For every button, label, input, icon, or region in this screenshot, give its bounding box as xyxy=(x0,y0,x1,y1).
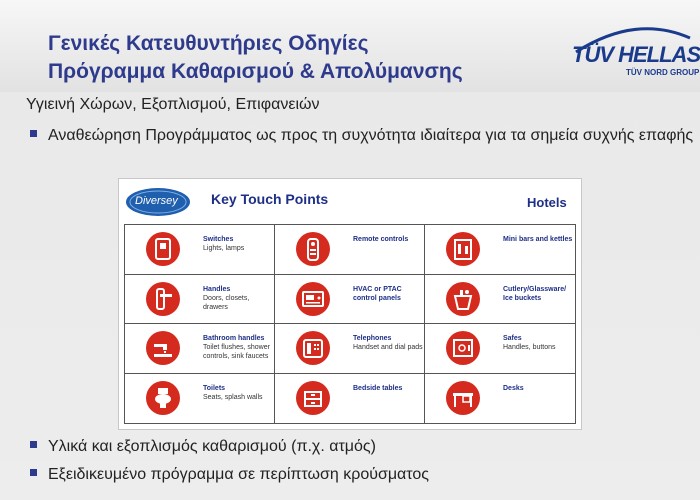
touch-point-name: Desks xyxy=(503,384,524,392)
bullet-square-icon xyxy=(30,469,37,476)
touch-point-name: Switches xyxy=(203,236,234,243)
touch-point-name: HVAC or PTAC control panels xyxy=(353,285,402,302)
subheading: Υγιεινή Χώρων, Εξοπλισμού, Επιφανειών xyxy=(26,96,320,113)
touch-point-name: Handles xyxy=(203,285,231,293)
bullet-text: Εξειδικευμένο πρόγραμμα σε περίπτωση κρούσματος xyxy=(48,466,430,483)
touch-point-name: Safes xyxy=(503,335,522,342)
touch-point-cell xyxy=(425,225,575,275)
ice-bucket-icon xyxy=(445,281,481,317)
touch-point-cell xyxy=(125,374,275,424)
logo-name: TÜV HELLAS xyxy=(572,42,700,67)
touch-point-name: Remote controls xyxy=(353,236,409,243)
logo-subtitle: TÜV NORD GROUP xyxy=(626,68,700,77)
touch-point-desc: Seats, splash walls xyxy=(203,393,263,401)
diversey-logo xyxy=(125,187,191,217)
touch-point-cell xyxy=(275,374,425,424)
touch-point-cell xyxy=(275,225,425,275)
desk-icon xyxy=(445,380,481,416)
title-line-2: Πρόγραμμα Καθαρισμού & Απολύμανσης xyxy=(48,60,463,83)
bedside-table-icon xyxy=(295,380,331,416)
touch-point-cell xyxy=(125,275,275,325)
touch-point-desc: Handles, buttons xyxy=(503,344,556,351)
telephone-icon xyxy=(295,330,331,366)
tuv-hellas-logo xyxy=(566,18,700,88)
touch-point-name: Bathroom handles xyxy=(203,335,265,342)
touch-point-cell xyxy=(125,324,275,374)
faucet-icon xyxy=(145,330,181,366)
touch-point-desc: Lights, lamps xyxy=(203,245,245,252)
minibar-icon xyxy=(445,231,481,267)
touch-point-desc: Doors, closets, drawers xyxy=(203,294,250,311)
remote-control-icon xyxy=(295,231,331,267)
touch-point-name: Bedside tables xyxy=(353,384,403,392)
safe-icon xyxy=(445,330,481,366)
touch-point-cell xyxy=(275,275,425,325)
toilet-icon xyxy=(145,380,181,416)
touch-point-cell xyxy=(425,324,575,374)
hvac-panel-icon xyxy=(295,281,331,317)
panel-category: Hotels xyxy=(527,195,567,210)
touch-point-name: Cutlery/Glassware/ Ice buckets xyxy=(503,285,567,302)
title-line-1: Γενικές Κατευθυντήριες Οδηγίες xyxy=(48,32,369,55)
touch-point-cell xyxy=(425,275,575,325)
touch-point-cell xyxy=(275,324,425,374)
touch-points-grid xyxy=(124,224,576,424)
touch-point-name: Toilets xyxy=(203,384,226,392)
touch-point-name: Mini bars and kettles xyxy=(503,236,573,243)
switch-icon xyxy=(145,231,181,267)
diversey-logo-text: Diversey xyxy=(135,195,178,207)
touch-point-desc: Toilet flushes, shower controls, sink faucets xyxy=(203,344,270,360)
touch-point-cell xyxy=(425,374,575,424)
touch-point-cell xyxy=(125,225,275,275)
key-touch-points-panel xyxy=(118,178,582,430)
touch-point-desc: Handset and dial pads xyxy=(353,344,423,351)
bullet-square-icon xyxy=(30,130,37,137)
bullet-text: Υλικά και εξοπλισμός καθαρισμού (π.χ. ατμός) xyxy=(48,438,376,455)
panel-title: Key Touch Points xyxy=(211,191,329,207)
bullet-text: Αναθεώρηση Προγράμματος ως προς τη συχνότητα ιδιαίτερα για τα σημεία συχνής επαφής xyxy=(48,127,694,144)
door-handle-icon xyxy=(145,281,181,317)
touch-point-name: Telephones xyxy=(353,335,392,342)
bullet-square-icon xyxy=(30,441,37,448)
